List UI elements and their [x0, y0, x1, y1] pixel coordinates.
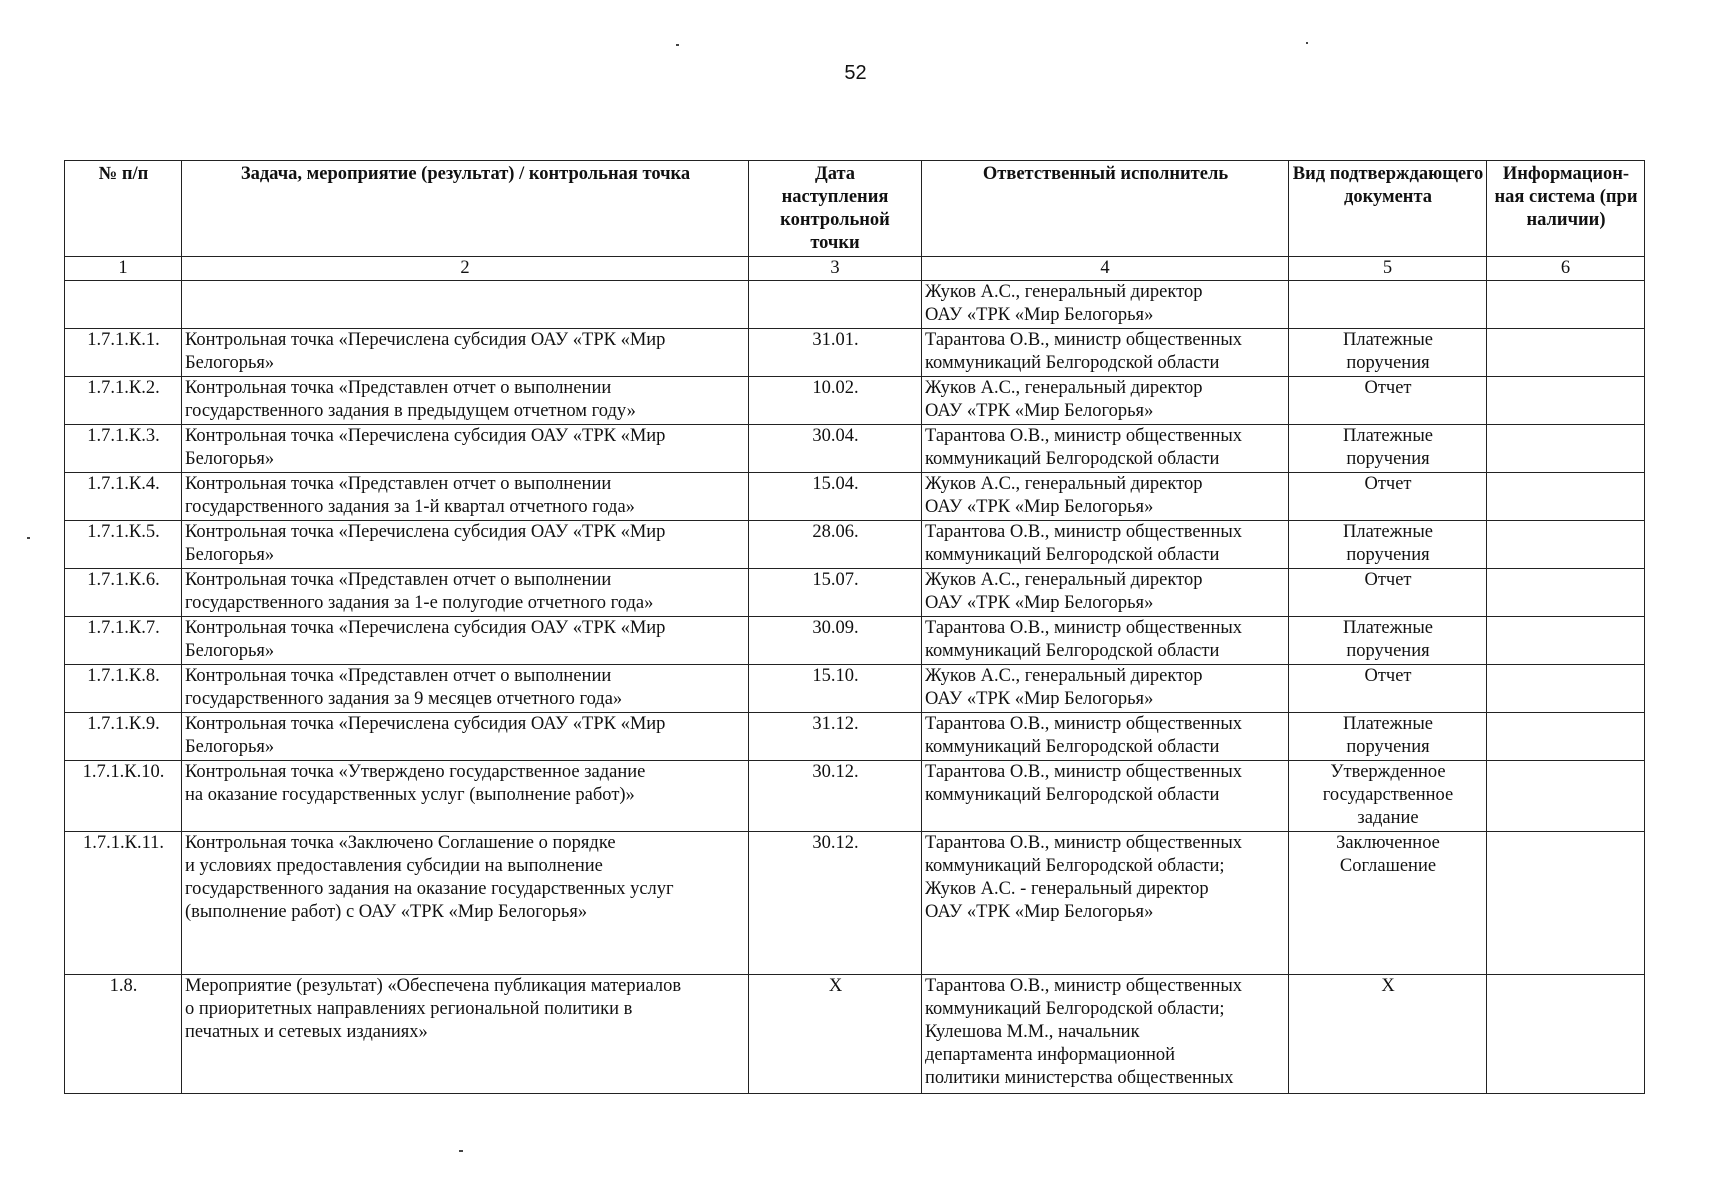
- index-cell: 5: [1289, 257, 1487, 281]
- row-system: [1487, 713, 1645, 761]
- row-document: Отчет: [1289, 665, 1487, 713]
- row-date: [749, 281, 922, 329]
- row-document: Отчет: [1289, 473, 1487, 521]
- header-executor: Ответственный исполнитель: [922, 161, 1289, 257]
- row-task: Контрольная точка «Перечислена субсидия ОАУ «ТРК «Мир Белогорья»: [182, 617, 749, 665]
- row-executor: Жуков А.С., генеральный директор ОАУ «ТРК «Мир Белогорья»: [922, 569, 1289, 617]
- row-num: 1.7.1.К.5.: [65, 521, 182, 569]
- row-system: [1487, 377, 1645, 425]
- row-document: Заключенное Соглашение: [1289, 832, 1487, 975]
- row-executor: Тарантова О.В., министр общественных коммуникаций Белгородской области: [922, 425, 1289, 473]
- table-row: [65, 617, 1645, 665]
- row-document: Отчет: [1289, 569, 1487, 617]
- row-num: 1.7.1.К.9.: [65, 713, 182, 761]
- row-document: Утвержденное государственное задание: [1289, 761, 1487, 832]
- row-num: 1.7.1.К.3.: [65, 425, 182, 473]
- row-executor: Тарантова О.В., министр общественных коммуникаций Белгородской области: [922, 329, 1289, 377]
- row-num: 1.8.: [65, 975, 182, 1094]
- row-system: [1487, 617, 1645, 665]
- row-num: 1.7.1.К.2.: [65, 377, 182, 425]
- table-row: [65, 281, 1645, 329]
- row-system: [1487, 329, 1645, 377]
- row-document: Платежные поручения: [1289, 617, 1487, 665]
- row-date: 15.04.: [749, 473, 922, 521]
- row-system: [1487, 521, 1645, 569]
- row-num: 1.7.1.К.10.: [65, 761, 182, 832]
- row-document: Х: [1289, 975, 1487, 1094]
- row-task: Контрольная точка «Утверждено государственное задание на оказание государственных услуг (выполнение работ)»: [182, 761, 749, 832]
- row-system: [1487, 569, 1645, 617]
- row-num: 1.7.1.К.7.: [65, 617, 182, 665]
- page-number: 52: [844, 62, 867, 84]
- row-date: 28.06.: [749, 521, 922, 569]
- scan-speck: [1306, 42, 1308, 44]
- row-num: 1.7.1.К.1.: [65, 329, 182, 377]
- table-row: [65, 377, 1645, 425]
- table-row: [65, 975, 1645, 1094]
- index-cell: 6: [1487, 257, 1645, 281]
- table-row: [65, 761, 1645, 832]
- row-document: Отчет: [1289, 377, 1487, 425]
- scan-speck: [676, 44, 679, 46]
- row-task: Контрольная точка «Перечислена субсидия ОАУ «ТРК «Мир Белогорья»: [182, 329, 749, 377]
- row-date: 30.12.: [749, 761, 922, 832]
- table-row: [65, 329, 1645, 377]
- row-document: Платежные поручения: [1289, 521, 1487, 569]
- table-row: [65, 832, 1645, 975]
- table-row: [65, 425, 1645, 473]
- table-row: [65, 569, 1645, 617]
- index-cell: 4: [922, 257, 1289, 281]
- row-task: Контрольная точка «Представлен отчет о выполнении государственного задания за 1-й квартал отчетного года»: [182, 473, 749, 521]
- table-row: [65, 473, 1645, 521]
- row-system: [1487, 473, 1645, 521]
- row-system: [1487, 761, 1645, 832]
- row-date: 15.07.: [749, 569, 922, 617]
- index-cell: 3: [749, 257, 922, 281]
- row-document: Платежные поручения: [1289, 425, 1487, 473]
- row-date: 30.09.: [749, 617, 922, 665]
- row-task: Контрольная точка «Представлен отчет о выполнении государственного задания в предыдущем отчетном году»: [182, 377, 749, 425]
- index-cell: 2: [182, 257, 749, 281]
- row-date: 31.01.: [749, 329, 922, 377]
- header-date: Дата наступления контрольной точки: [749, 161, 922, 257]
- row-num: [65, 281, 182, 329]
- row-executor: Тарантова О.В., министр общественных коммуникаций Белгородской области: [922, 713, 1289, 761]
- row-executor: Жуков А.С., генеральный директор ОАУ «ТРК «Мир Белогорья»: [922, 473, 1289, 521]
- row-num: 1.7.1.К.4.: [65, 473, 182, 521]
- row-task: [182, 281, 749, 329]
- row-executor: Тарантова О.В., министр общественных коммуникаций Белгородской области; Жуков А.С. - генеральный директор ОАУ «ТРК «Мир Белогорья»: [922, 832, 1289, 975]
- row-date: 31.12.: [749, 713, 922, 761]
- row-system: [1487, 281, 1645, 329]
- row-task: Контрольная точка «Перечислена субсидия ОАУ «ТРК «Мир Белогорья»: [182, 521, 749, 569]
- row-system: [1487, 975, 1645, 1094]
- row-executor: Тарантова О.В., министр общественных коммуникаций Белгородской области: [922, 521, 1289, 569]
- row-task: Контрольная точка «Перечислена субсидия ОАУ «ТРК «Мир Белогорья»: [182, 713, 749, 761]
- row-num: 1.7.1.К.8.: [65, 665, 182, 713]
- row-executor: Жуков А.С., генеральный директор ОАУ «ТРК «Мир Белогорья»: [922, 665, 1289, 713]
- row-system: [1487, 425, 1645, 473]
- row-executor: Тарантова О.В., министр общественных коммуникаций Белгородской области; Кулешова М.М., начальник департамента информационной политики министерства общественных: [922, 975, 1289, 1094]
- table-row: [65, 521, 1645, 569]
- table-row: [65, 665, 1645, 713]
- row-document: Платежные поручения: [1289, 329, 1487, 377]
- index-cell: 1: [65, 257, 182, 281]
- header-system: Информацион-ная система (при наличии): [1487, 161, 1645, 257]
- scan-speck: [27, 537, 30, 539]
- header-document: Вид подтверждающего документа: [1289, 161, 1487, 257]
- row-document: [1289, 281, 1487, 329]
- row-task: Мероприятие (результат) «Обеспечена публикация материалов о приоритетных направлениях региональной политики в печатных и сетевых изданиях»: [182, 975, 749, 1094]
- row-task: Контрольная точка «Представлен отчет о выполнении государственного задания за 9 месяцев отчетного года»: [182, 665, 749, 713]
- row-executor: Жуков А.С., генеральный директор ОАУ «ТРК «Мир Белогорья»: [922, 377, 1289, 425]
- row-system: [1487, 832, 1645, 975]
- row-num: 1.7.1.К.6.: [65, 569, 182, 617]
- scan-speck: [459, 1150, 463, 1152]
- row-system: [1487, 665, 1645, 713]
- row-executor: Жуков А.С., генеральный директор ОАУ «ТРК «Мир Белогорья»: [922, 281, 1289, 329]
- header-task: Задача, мероприятие (результат) / контрольная точка: [182, 161, 749, 257]
- row-task: Контрольная точка «Перечислена субсидия ОАУ «ТРК «Мир Белогорья»: [182, 425, 749, 473]
- row-task: Контрольная точка «Заключено Соглашение о порядке и условиях предоставления субсидии на выполнение государственного задания на оказание государственных услуг (выполнение работ) с ОАУ «ТРК «Мир Белогорья»: [182, 832, 749, 975]
- row-date: Х: [749, 975, 922, 1094]
- column-index-row: [65, 257, 1645, 281]
- row-date: 30.04.: [749, 425, 922, 473]
- row-date: 30.12.: [749, 832, 922, 975]
- header-num: № п/п: [65, 161, 182, 257]
- row-task: Контрольная точка «Представлен отчет о выполнении государственного задания за 1-е полугодие отчетного года»: [182, 569, 749, 617]
- row-date: 15.10.: [749, 665, 922, 713]
- header-row: [65, 161, 1645, 257]
- table-row: [65, 713, 1645, 761]
- row-executor: Тарантова О.В., министр общественных коммуникаций Белгородской области: [922, 617, 1289, 665]
- row-document: Платежные поручения: [1289, 713, 1487, 761]
- row-num: 1.7.1.К.11.: [65, 832, 182, 975]
- row-executor: Тарантова О.В., министр общественных коммуникаций Белгородской области: [922, 761, 1289, 832]
- row-date: 10.02.: [749, 377, 922, 425]
- control-points-table: [64, 160, 1645, 1094]
